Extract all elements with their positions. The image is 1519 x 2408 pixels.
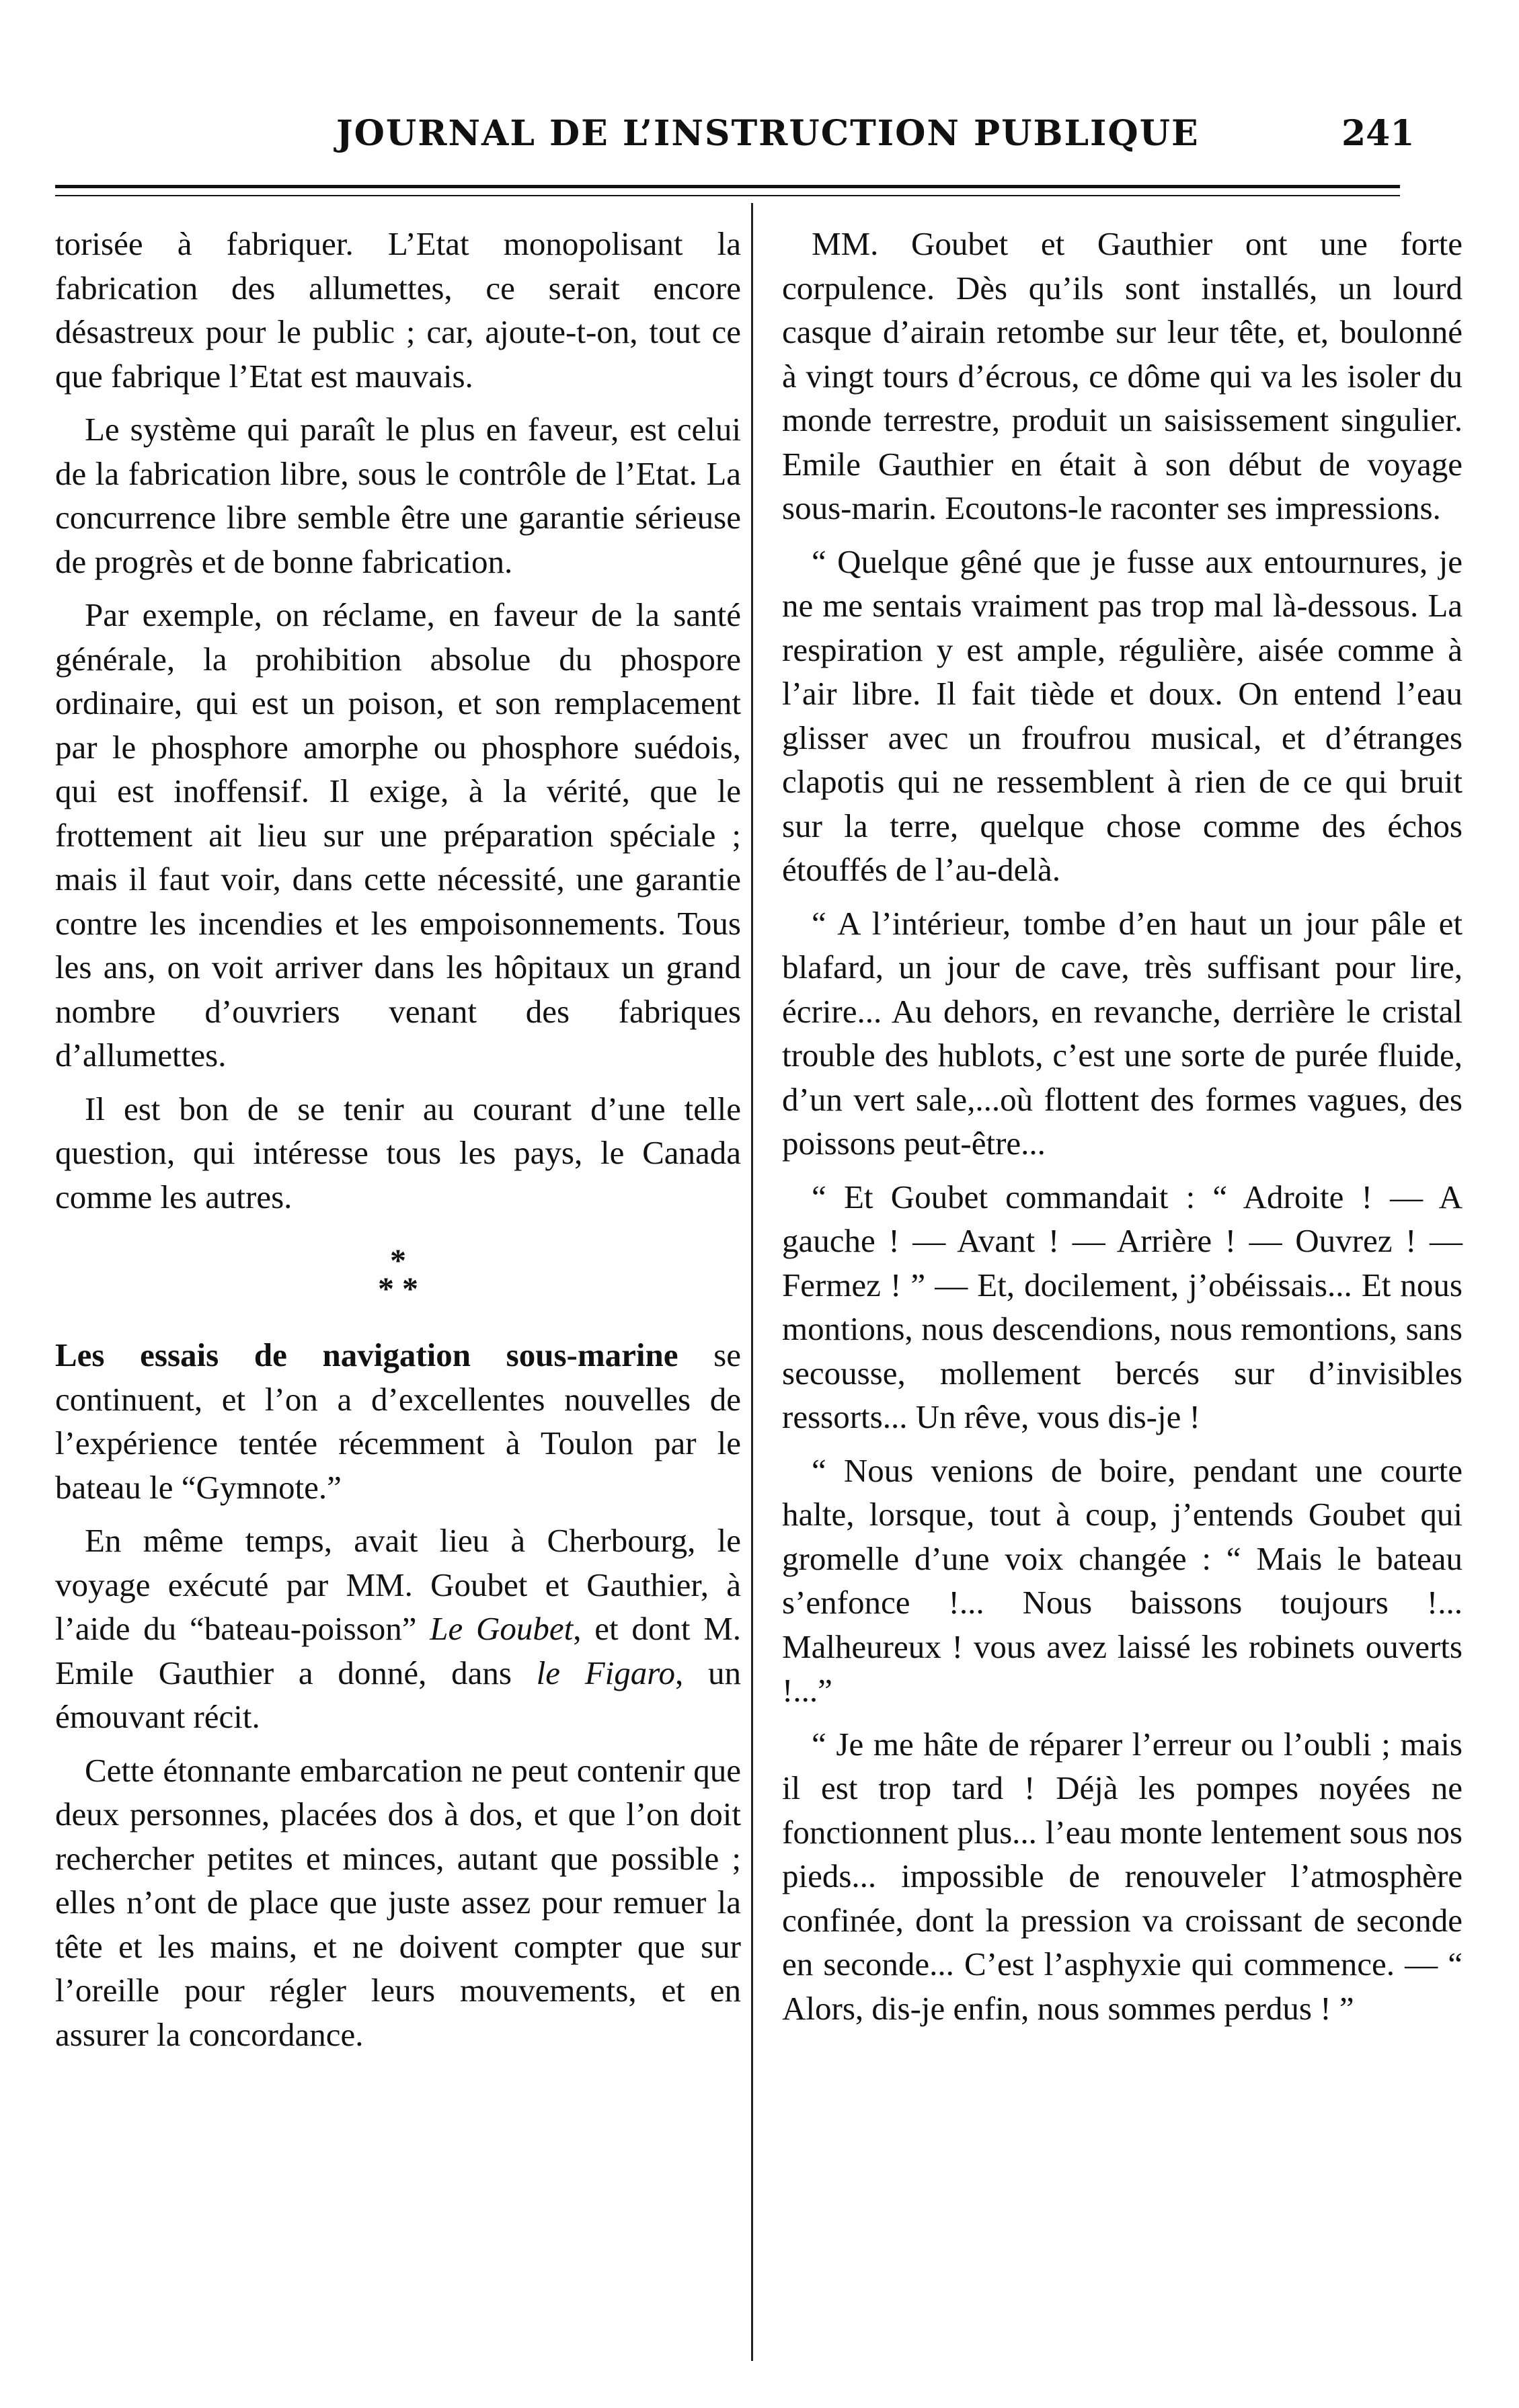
p6-part-b: , et dont M. Emile Gauthier a donné, dans bbox=[55, 1610, 742, 1691]
p6-part-c: , un émouvant récit. bbox=[55, 1654, 742, 1735]
page-number: 241 bbox=[1341, 113, 1415, 154]
right-paragraph-2: “ Quelque gêné que je fusse aux entournures, je ne me sentais vraiment pas trop mal là-dessous. La respiration y est ample, régulière, aisée comme à l’air libre. Il fait tiède et doux. On entend l’eau glisser avec un froufrou musical, et d’étranges clapotis qui ne ressemblent à rien de ce qui bruit sur la terre, quelque chose comme des échos étouffés de l’au-delà. bbox=[782, 543, 1463, 888]
left-paragraph-5 bbox=[55, 1333, 741, 1509]
page-header bbox=[0, 0, 1519, 195]
separator-stars-bottom: * * bbox=[378, 1271, 418, 1307]
left-paragraph-1: torisée à fabriquer. L’Etat monopolisant la fabrication des allumettes, ce serait encore désastreux pour le public ; car, ajoute-t-on, tout ce que fabrique l’Etat est mauvais. bbox=[55, 225, 741, 395]
left-paragraph-4: Il est bon de se tenir au courant d’une telle question, qui intéresse tous les pays, le Canada comme les autres. bbox=[55, 1090, 741, 1215]
title-le-goubet: Le Goubet bbox=[430, 1610, 574, 1647]
left-paragraph-3: Par exemple, on réclame, en faveur de la santé générale, la prohibition absolue du phospore ordinaire, qui est un poison, et son remplacement par le phosphore amorphe ou phosphore suédois, qui est inoffensif. Il exige, à la vérité, que le frottement ait lieu sur une préparation spéciale ; mais il faut voir, dans cette nécessité, une garantie contre les incendies et les empoisonnements. Tous les ans, on voit arriver dans les hôpitaux un grand nombre d’ouvriers venant des fabriques d’allumettes. bbox=[55, 596, 741, 1074]
left-column bbox=[55, 222, 741, 2066]
right-paragraph-4: “ Et Goubet commandait : “ Adroite ! — A gauche ! — Avant ! — Arrière ! — Ouvrez ! — Fermez ! ” — Et, docilement, j’obéissais... Et nous montions, nous descendions, nous remontions, sans secousse, mollement bercés sur d’invisibles ressorts... Un rêve, vous dis-je ! bbox=[782, 1178, 1463, 1435]
column-divider bbox=[751, 203, 753, 2361]
right-paragraph-1: MM. Goubet et Gauthier ont une forte corpulence. Dès qu’ils sont installés, un lourd casque d’airain retombe sur leur tête, et, boulonné à vingt tours d’écrous, ce dôme qui va les isoler du monde terrestre, produit un saisissement singulier. Emile Gauthier en était à son début de voyage sous-marin. Ecoutons-le raconter ses impressions. bbox=[782, 225, 1463, 526]
right-column bbox=[782, 222, 1463, 2040]
left-paragraph-7: Cette étonnante embarcation ne peut contenir que deux personnes, placées dos à dos, et que l’on doit rechercher petites et minces, autant que possible ; elles n’ont de place que juste assez pour remuer la tête et les mains, et ne doivent compter que sur l’oreille pour régler leurs mouvements, et en assurer la concordance. bbox=[55, 1751, 741, 2053]
header-rule-thin bbox=[55, 195, 1400, 196]
running-title: JOURNAL DE L’INSTRUCTION PUBLIQUE bbox=[336, 113, 1200, 154]
right-paragraph-3: “ A l’intérieur, tombe d’en haut un jour pâle et blafard, un jour de cave, très suffisant pour lire, écrire... Au dehors, en revanche, derrière le cristal trouble des hublots, c’est une sorte de purée fluide, d’un vert sale,...où flottent des formes vagues, des poissons peut-être... bbox=[782, 904, 1463, 1162]
left-paragraph-5-rest: se continuent, et l’on a d’excellentes nouvelles de l’expérience tentée récemment à Toulon par le bateau le “Gymnote.” bbox=[55, 1336, 741, 1506]
left-paragraph-2: Le système qui paraît le plus en faveur, est celui de la fabrication libre, sous le contrôle de l’Etat. La concurrence libre semble être une garantie sérieuse de progrès et de bonne fabrication. bbox=[55, 411, 741, 580]
left-paragraph-6 bbox=[55, 1519, 741, 1739]
section-lead: Les essais de navigation sous-marine bbox=[55, 1336, 678, 1373]
title-le-figaro: le Figaro bbox=[536, 1654, 676, 1691]
section-separator bbox=[55, 1243, 741, 1307]
p6-part-a: En même temps, avait lieu à Cherbourg, le voyage exécuté par MM. Goubet et Gauthier, à l’aide du “bateau-poisson” bbox=[55, 1522, 741, 1647]
separator-star-top: * bbox=[390, 1243, 406, 1279]
right-paragraph-5: “ Nous venions de boire, pendant une courte halte, lorsque, tout à coup, j’entends Goubet qui gromelle d’une voix changée : “ Mais le bateau s’enfonce !... Nous baissons toujours !... Malheureux ! vous avez laissé les robinets ouverts !...” bbox=[782, 1451, 1463, 1709]
right-paragraph-6: “ Je me hâte de réparer l’erreur ou l’oubli ; mais il est trop tard ! Déjà les pompes noyées ne fonctionnent plus... l’eau monte lentement sous nos pieds... impossible de renouveler l’atmosphère confinée, dont la pression va croissant de seconde en seconde... C’est l’asphyxie qui commence. — “ Alors, dis-je enfin, nous sommes perdus ! ” bbox=[782, 1725, 1463, 2027]
header-rule-thick bbox=[55, 185, 1400, 188]
